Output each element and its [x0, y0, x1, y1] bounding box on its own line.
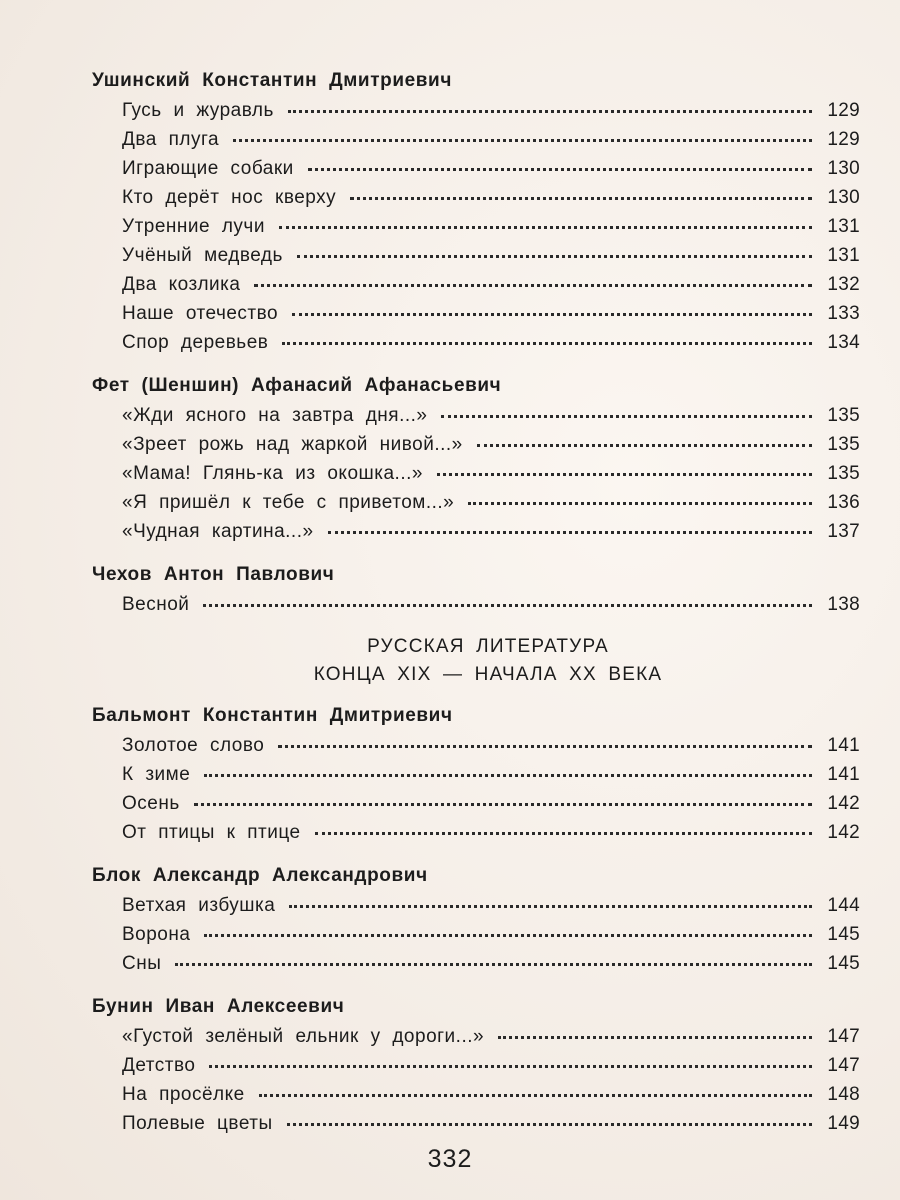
entry-title: Играющие собаки: [122, 158, 294, 179]
entry-title: Золотое слово: [122, 735, 265, 756]
entry-list: [92, 401, 860, 546]
entry-title: «Чудная картина...»: [122, 521, 314, 542]
entry-title: «Жди ясного на завтра дня...»: [122, 405, 428, 426]
entry-page-number: 132: [827, 274, 860, 295]
dot-leader: [279, 226, 812, 229]
entry-list: [92, 1022, 860, 1138]
author-heading: Чехов Антон Павлович: [92, 564, 335, 585]
entry-title: Учёный медведь: [122, 245, 283, 266]
toc-entry: [92, 818, 860, 847]
dot-leader: [350, 197, 812, 200]
entry-page-number: 135: [827, 405, 860, 426]
entry-page-number: 138: [827, 594, 860, 615]
toc-entry: [92, 1022, 860, 1051]
toc-entry: [92, 459, 860, 488]
entry-page-number: 141: [827, 735, 860, 756]
entry-page-number: 142: [827, 822, 860, 843]
toc-entry: [92, 488, 860, 517]
toc-entry: [92, 212, 860, 241]
dot-leader: [287, 1123, 812, 1126]
section-heading-line-1: РУССКАЯ ЛИТЕРАТУРА: [367, 636, 609, 657]
entry-title: К зиме: [122, 764, 191, 785]
entry-list: [92, 96, 860, 357]
page-number: 332: [427, 1145, 473, 1173]
contents-block-before-section: [92, 66, 860, 619]
toc-entry: [92, 920, 860, 949]
toc-entry: [92, 125, 860, 154]
entry-page-number: 141: [827, 764, 860, 785]
entry-list: [92, 590, 860, 619]
entry-page-number: 135: [827, 463, 860, 484]
section-heading-line-2: КОНЦА XIX — НАЧАЛА XX ВЕКА: [313, 664, 663, 685]
toc-entry: [92, 949, 860, 978]
dot-leader: [288, 110, 812, 113]
entry-title: Осень: [122, 793, 180, 814]
entry-page-number: 131: [827, 245, 860, 266]
dot-leader: [254, 284, 812, 287]
dot-leader: [308, 168, 812, 171]
entry-page-number: 130: [827, 187, 860, 208]
toc-entry: [92, 430, 860, 459]
entry-title: «Густой зелёный ельник у дороги...»: [122, 1026, 485, 1047]
toc-entry: [92, 590, 860, 619]
entry-page-number: 130: [827, 158, 860, 179]
entry-title: Наше отечество: [122, 303, 279, 324]
entry-page-number: 135: [827, 434, 860, 455]
entry-title: «Я пришёл к тебе с приветом...»: [122, 492, 455, 513]
dot-leader: [278, 745, 812, 748]
toc-entry: [92, 760, 860, 789]
entry-page-number: 144: [827, 895, 860, 916]
entry-title: Сны: [122, 953, 162, 974]
entry-title: Гусь и журавль: [122, 100, 274, 121]
entry-title: Детство: [122, 1055, 196, 1076]
entry-page-number: 147: [827, 1026, 860, 1047]
author-heading: Бунин Иван Алексеевич: [92, 996, 345, 1017]
entry-list: [92, 731, 860, 847]
entry-page-number: 145: [827, 953, 860, 974]
toc-entry: [92, 96, 860, 125]
dot-leader: [204, 934, 812, 937]
entry-list: [92, 891, 860, 978]
dot-leader: [498, 1036, 812, 1039]
entry-page-number: 131: [827, 216, 860, 237]
entry-title: Весной: [122, 594, 190, 615]
entry-page-number: 149: [827, 1113, 860, 1134]
toc-entry: [92, 270, 860, 299]
dot-leader: [289, 905, 812, 908]
entry-title: Ворона: [122, 924, 191, 945]
toc-entry: [92, 731, 860, 760]
section-heading: [92, 633, 860, 689]
entry-title: Два плуга: [122, 129, 220, 150]
dot-leader: [209, 1065, 812, 1068]
entry-page-number: 142: [827, 793, 860, 814]
entry-page-number: 134: [827, 332, 860, 353]
toc-entry: [92, 1080, 860, 1109]
toc-entry: [92, 1109, 860, 1138]
entry-title: Утренние лучи: [122, 216, 265, 237]
entry-page-number: 136: [827, 492, 860, 513]
dot-leader: [233, 139, 812, 142]
entry-title: Ветхая избушка: [122, 895, 276, 916]
entry-page-number: 148: [827, 1084, 860, 1105]
entry-page-number: 145: [827, 924, 860, 945]
dot-leader: [292, 313, 812, 316]
entry-page-number: 137: [827, 521, 860, 542]
contents-block-after-section: [92, 701, 860, 1138]
toc-entry: [92, 328, 860, 357]
toc-entry: [92, 891, 860, 920]
entry-page-number: 133: [827, 303, 860, 324]
entry-page-number: 147: [827, 1055, 860, 1076]
toc-entry: [92, 517, 860, 546]
entry-title: Кто дерёт нос кверху: [122, 187, 337, 208]
dot-leader: [297, 255, 812, 258]
dot-leader: [315, 832, 812, 835]
toc-entry: [92, 1051, 860, 1080]
toc-entry: [92, 401, 860, 430]
dot-leader: [437, 473, 812, 476]
dot-leader: [194, 803, 812, 806]
dot-leader: [477, 444, 812, 447]
toc-entry: [92, 154, 860, 183]
toc-entry: [92, 241, 860, 270]
entry-title: «Зреет рожь над жаркой нивой...»: [122, 434, 463, 455]
entry-title: От птицы к птице: [122, 822, 301, 843]
dot-leader: [282, 342, 812, 345]
dot-leader: [204, 774, 812, 777]
entry-title: «Мама! Глянь-ка из окошка...»: [122, 463, 423, 484]
entry-title: Два козлика: [122, 274, 241, 295]
entry-page-number: 129: [827, 129, 860, 150]
author-heading: Бальмонт Константин Дмитриевич: [92, 705, 453, 726]
entry-title: Спор деревьев: [122, 332, 269, 353]
toc-entry: [92, 789, 860, 818]
dot-leader: [175, 963, 812, 966]
entry-title: На просёлке: [122, 1084, 245, 1105]
entry-page-number: 129: [827, 100, 860, 121]
toc-entry: [92, 299, 860, 328]
dot-leader: [203, 604, 812, 607]
dot-leader: [328, 531, 812, 534]
author-heading: Ушинский Константин Дмитриевич: [92, 70, 452, 91]
toc-entry: [92, 183, 860, 212]
entry-title: Полевые цветы: [122, 1113, 273, 1134]
dot-leader: [468, 502, 812, 505]
table-of-contents: [92, 66, 860, 1152]
dot-leader: [441, 415, 812, 418]
dot-leader: [259, 1094, 812, 1097]
author-heading: Фет (Шеншин) Афанасий Афанасьевич: [92, 375, 502, 396]
author-heading: Блок Александр Александрович: [92, 865, 428, 886]
